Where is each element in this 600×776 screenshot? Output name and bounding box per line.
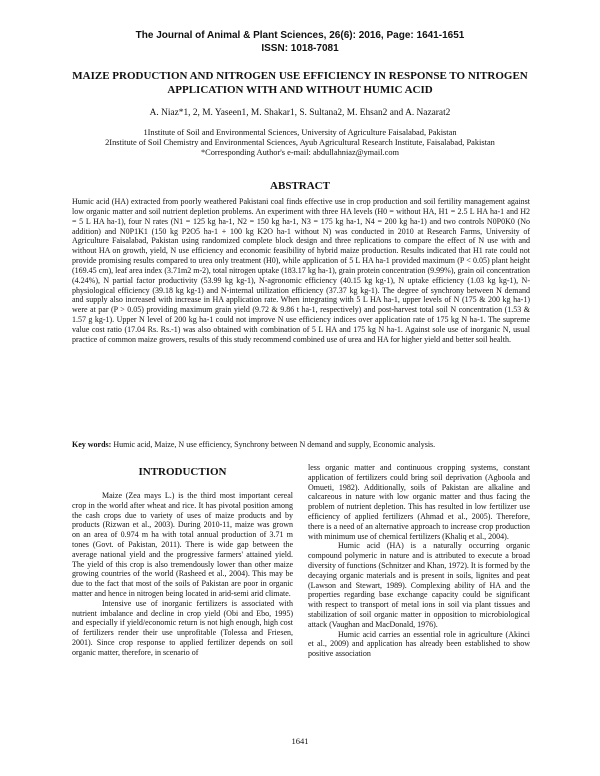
keywords-text: Humic acid, Maize, N use efficiency, Synchrony between N demand and supply, Economic analysis. <box>113 440 436 449</box>
journal-header <box>0 30 600 55</box>
paper-title: MAIZE PRODUCTION AND NITROGEN USE EFFICIENCY IN RESPONSE TO NITROGEN APPLICATION WITH AND WITHOUT HUMIC ACID <box>72 70 528 96</box>
affiliation-1: 1Institute of Soil and Environmental Sciences, University of Agriculture Faisalabad, Pakistan <box>143 128 457 137</box>
introduction-heading: INTRODUCTION <box>138 466 227 478</box>
intro-paragraph: Humic acid carries an essential role in agriculture (Akinci et al., 2009) and application has already been established to show positive association <box>308 629 530 659</box>
intro-paragraph: less organic matter and continuous cropping systems, constant application of fertilizers could bring soil deprivation (Agboola and Omueti, 1982). Additionally, soils of Pakistan are alkaline and calcareous in nature with low organic matter and thus facing the problem of nutrient depletion. This has resulted in low fertilizer use efficiency of applied fertilizers (Ahmad et al., 2005). Therefore, there is a need of an alternative approach to increase crop production with minimum use of chemical fertilizers (Khaliq et al., 2004). <box>308 463 530 541</box>
affiliation-2: 2Institute of Soil Chemistry and Environmental Sciences, Ayub Agricultural Research Institute, Faisalabad, Pakistan <box>105 138 495 147</box>
keywords <box>72 440 530 450</box>
journal-issn: ISSN: 1018-7081 <box>261 42 339 54</box>
author-list: A. Niaz*1, 2, M. Yaseen1, M. Shakar1, S. Sultana2, M. Ehsan2 and A. Nazarat2 <box>149 108 451 118</box>
right-column <box>308 463 530 659</box>
journal-citation: The Journal of Animal & Plant Sciences, 26(6): 2016, Page: 1641-1651 <box>135 30 465 41</box>
intro-paragraph: Maize (Zea mays L.) is the third most important cereal crop in the world after wheat and rice. It has pivotal position among the cash crops due to variety of uses of maize products and by products (Rizwan et al., 2003). During 2010-11, maize was grown on an area of 0.974 m ha with total annual production of 3.71 m tones (Govt. of Pakistan, 2011). There is wide gap between the average national yield and the progressive farmers' attained yield. The yield of this crop is also tremendously lower than other maize growing countries of the world (Rasheed et al., 2004). This may be due to the fact that most of the soils of Pakistan are poor in organic matter and hence in nitrogen being located in arid-semi arid climate. <box>72 491 293 598</box>
page-number: 1641 <box>291 736 309 746</box>
intro-paragraph: Humic acid (HA) is a naturally occurring organic compound polymeric in nature and is attributed to execute a broad diversity of functions (Schnitzer and Khan, 1972). It is formed by the decaying organic materials and is present in soils, lignites and peat (Lawson and Stewart, 1989). Complexing ability of HA and the properties regarding base exchange capacity could be significant with respect to transport of metal ions in soil via plant tissues and stabilization of soil organic matter in opposition to microbiological attack (Vaughan and MacDonald, 1976). <box>308 541 530 629</box>
affiliations <box>20 128 580 158</box>
abstract-heading: ABSTRACT <box>270 180 330 192</box>
left-column <box>72 466 293 658</box>
intro-paragraph: Intensive use of inorganic fertilizers is associated with nutrient imbalance and decline in crop yield (Obi and Ebo, 1995) and especially if yield/economic return is not high enough, high cost of fertilizers render their use unprofitable (Tolessa and Friesen, 2001). Since crop response to applied fertilizer depends on soil organic matter, therefore, in scenario of <box>72 598 293 657</box>
keywords-label: Key words: <box>72 440 112 449</box>
abstract-body: Humic acid (HA) extracted from poorly weathered Pakistani coal finds effective use in crop production and soil fertility management against low organic matter and soil nutrient depletion problems. An experiment with three HA levels (H0 = without HA, H1 = 2.5 L HA ha-1 and H2 = 5 L HA ha-1), four N rates (N1 = 125 kg ha-1, N2 = 150 kg ha-1, N3 = 175 kg ha-1, N4 = 200 kg ha-1) and two controls N0P0K0 (No addition) and N0P1K1 (150 kg P2O5 ha-1 + 100 kg K2O ha-1 without N) was conducted in 2010 at Research Farms, University of Agriculture Faisalabad, Pakistan using randomized complete block design and three replications to compare the effect of N use with and without HA on growth, yield, N use efficiency and economic feasibility of hybrid maize production. Results indicated that H1 rate could not provide promising results compared to urea only treatment (H0), while application of 5 L HA ha-1 provided maximum (P < 0.05) plant height (169.45 cm), leaf area index (3.71m2 m-2), total nitrogen uptake (183.17 kg ha-1), grain protein concentration (9.99%), grain oil concentration (4.24%), N partial factor productivity (53.99 kg kg-1), N-agronomic efficiency (40.15 kg kg-1), N uptake efficiency (1.03 kg kg-1), N-physiological efficiency (39.18 kg kg-1) and N-internal utilization efficiency (37.37 kg kg-1). The degree of synchrony between N demand and supply also increased with increase in HA application rate. When integrating with 5 L HA ha-1, upper levels of N (175 & 200 kg ha-1) were at par (P > 0.05) providing maximum grain yield (9.72 & 9.86 t ha-1, respectively) and post-harvest total soil N concentration (1.53 & 1.57 g kg-1). Upper N level of 200 kg ha-1 could not improve N use efficiency indices over application rate of 175 kg N ha-1. The supreme value cost ratio (17.04 Rs. Rs.-1) was also obtained with combination of 5 L HA and 175 kg N ha-1. Against sole use of inorganic N, usual practice of common maize growers, results of this study recommend combined use of urea and HA for higher yield and better soil health. <box>72 197 530 344</box>
corresponding-author: *Corresponding Author's e-mail: abdullahniaz@ymail.com <box>200 148 400 157</box>
